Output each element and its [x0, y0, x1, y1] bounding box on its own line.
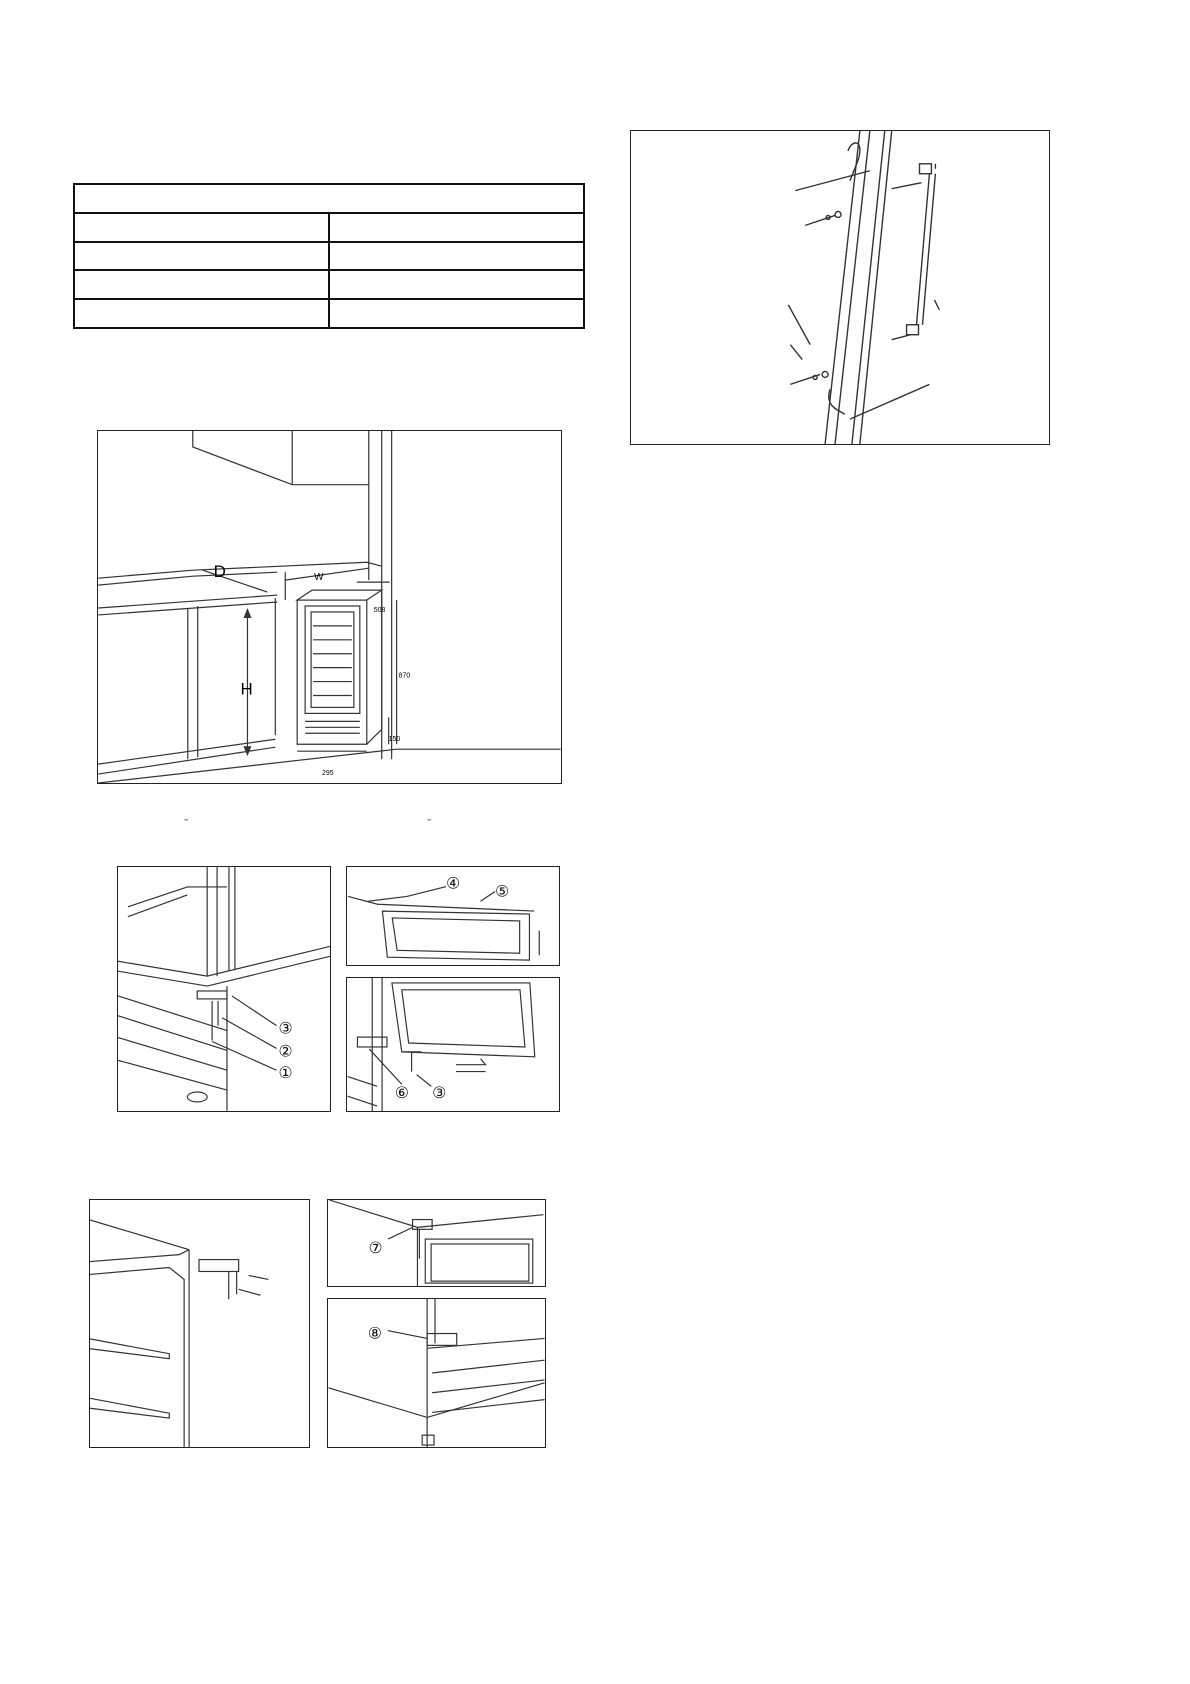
table-cell: [74, 299, 329, 328]
kitchen-recess-drawing: [98, 431, 561, 783]
callout-3: ③: [432, 1083, 447, 1103]
table-cell: [329, 270, 584, 299]
installation-figure: [97, 430, 562, 784]
table-cell: [74, 270, 329, 299]
handle-install-figure: [630, 130, 1050, 445]
callout-7: ⑦: [368, 1237, 383, 1257]
table-cell: [329, 242, 584, 271]
callout-2: ②: [278, 1041, 293, 1061]
callout-6: ⑥: [394, 1083, 409, 1103]
callout-3: ③: [278, 1018, 293, 1038]
dimension-table: [73, 183, 585, 329]
callout-8: ⑧: [367, 1323, 383, 1343]
depth-label: D: [213, 562, 226, 582]
width-label: W: [314, 572, 324, 584]
table-cell: [329, 299, 584, 328]
door-install-figure-bottom-right: [327, 1298, 546, 1448]
stray-mark: ˘: [426, 818, 433, 833]
door-removal-figure-left: [117, 866, 331, 1112]
dim-bottom: 295: [322, 770, 334, 778]
door-install-figure-top-right: [327, 1199, 546, 1287]
door-install-figure-left: [89, 1199, 310, 1448]
table-cell: [74, 242, 329, 271]
dim-top: 508: [373, 606, 386, 614]
callout-5: ⑤: [495, 881, 510, 901]
door-removal-figure-top-right: [346, 866, 560, 966]
callout-1: ①: [278, 1063, 293, 1083]
height-label: H: [240, 679, 253, 699]
dim-height: 870: [398, 672, 411, 680]
table-cell: [74, 213, 329, 242]
stray-mark: ˘: [183, 818, 190, 833]
table-cell: [329, 213, 584, 242]
dim-base: 150: [388, 736, 401, 744]
table-header: [74, 184, 584, 213]
callout-4: ④: [446, 873, 461, 893]
door-removal-figure-bottom-right: [346, 977, 560, 1112]
